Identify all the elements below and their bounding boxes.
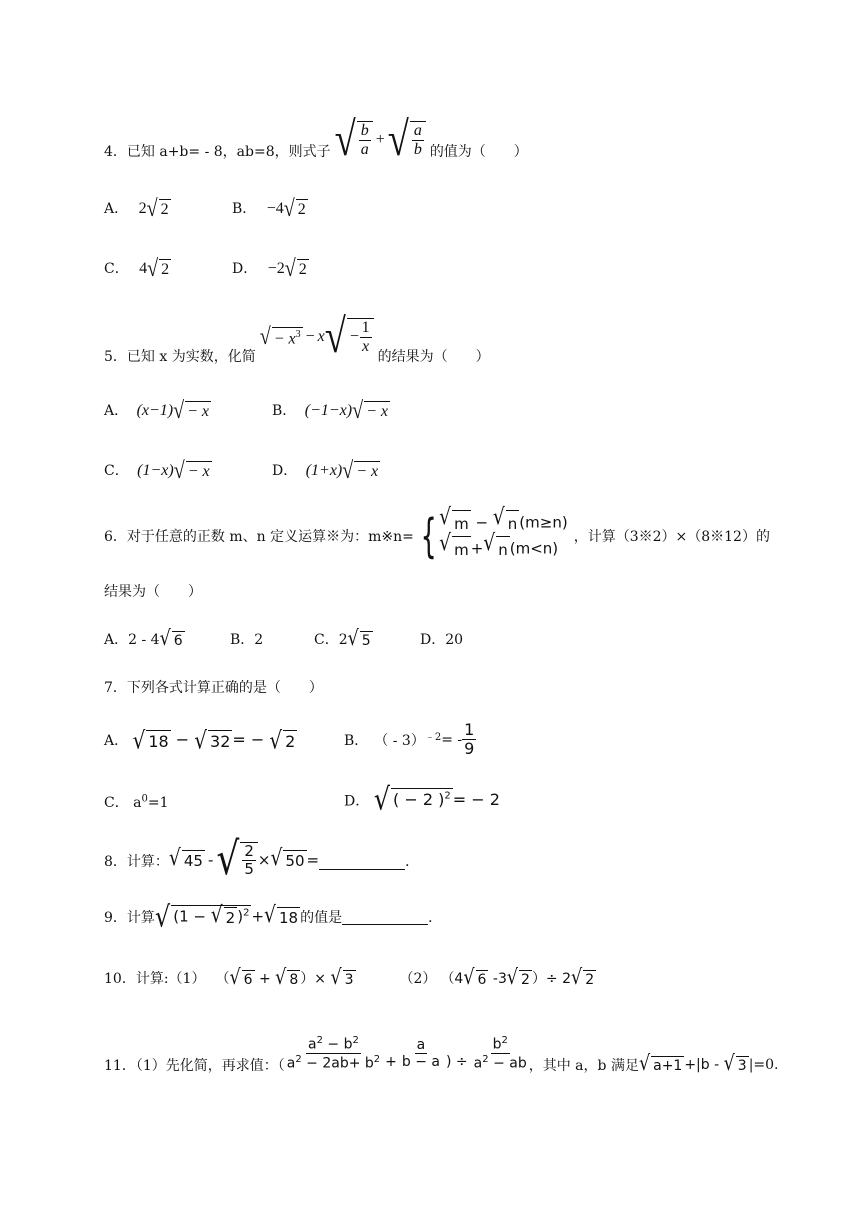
q6-stem: 6．对于任意的正数 m、n 定义运算※为：m※n= [104,529,414,545]
question-10: 10．计算:（1） （ √ 6 + √ 8 ）× √ 3 （2） （4 √ 6 -3 √ 2 ）÷ 2 √ 2 [104,965,595,990]
q7-option-b: B． （ - 3） $^{﹣2}$ = - $\frac{1}{9}$ [344,720,475,758]
sqrt-symbol: √ $\frac{b}{a}$ [335,121,373,159]
q4-option-a: A． 2 √ 2 [104,196,169,223]
question-9: 9．计算 √ (1 − √ 2 )$^2$ + √ 18 的值是 ． [104,900,443,934]
q6-options [104,626,464,651]
q6-option-b: B．2 [230,632,264,648]
q7-option-c: C． $a^0=1$ [104,793,169,811]
q4-expression: √ $\frac{b}{a}$ + √ $\frac{a}{b}$ [335,121,426,159]
q5-option-d: D． (1+x) √ − x [272,458,379,485]
q4-option-d: D． −2 √ 2 [232,256,307,283]
q4-tail: 的值为（ ） [429,144,528,160]
answer-blank[interactable] [319,855,405,870]
q4-option-c: C． 4 √ 2 [104,256,170,283]
question-4 [104,115,528,165]
sqrt-symbol: √ $\frac{a}{b}$ [388,121,426,159]
q7-option-a: A． √ 18 − √ 32 = − √ 2 [104,725,296,755]
q5-stem: 5．已知 x 为实数，化简 [104,349,256,365]
q5-option-c: C． (1−x) √ − x [104,458,210,485]
q6-piecewise: √ m − √ n (m≥n) √ m + √ n (m<n) [439,510,568,562]
left-brace: { [420,509,437,563]
question-5 [104,310,490,368]
question-8: 8．计算： √ 45 - √ $\frac{2}{5}$ × √ 50 = ． [104,833,420,885]
q6-tail: ，计算（3※2）×（8※12）的 [573,529,770,545]
q6-line-2: 结果为（ ） [104,584,202,600]
q6-option-c: C．2 √ 5 [314,626,371,651]
q5-option-a: A． (x−1) √ − x [104,398,210,425]
q7-option-d: D． √ ( − 2 )$^2$ = − 2 [344,781,500,818]
answer-blank[interactable] [342,910,428,925]
q6-option-a: A．2 - 4 √ 6 [104,626,183,651]
question-6 [104,505,770,564]
q5-expression: √ − $x^3$ − x √ − $\frac{1}{x}$ [260,318,374,356]
q4-option-b: B． −4 √ 2 [232,196,306,223]
q4-stem: 4．已知 a+b= - 8，ab=8，则式子 [104,144,331,160]
question-11: 11．（1）先化简，再求值：（ $\frac{a^2 - b^2}{a^2 - 2ab+ b^2}$ + $\frac{a}{b - a}$ ) ÷ $\frac{b^2}{a^2 - ab}$ ，其中 a，b 满足 √ a+1 +|b - √ 3 |=0. [104,1034,779,1076]
question-7: 7．下列各式计算正确的是（ ） [104,680,323,696]
q5-tail: 的结果为（ ） [377,349,490,365]
q5-option-b: B． (−1−x) √ − x [272,398,388,425]
q6-option-d: D．20 [420,632,464,648]
